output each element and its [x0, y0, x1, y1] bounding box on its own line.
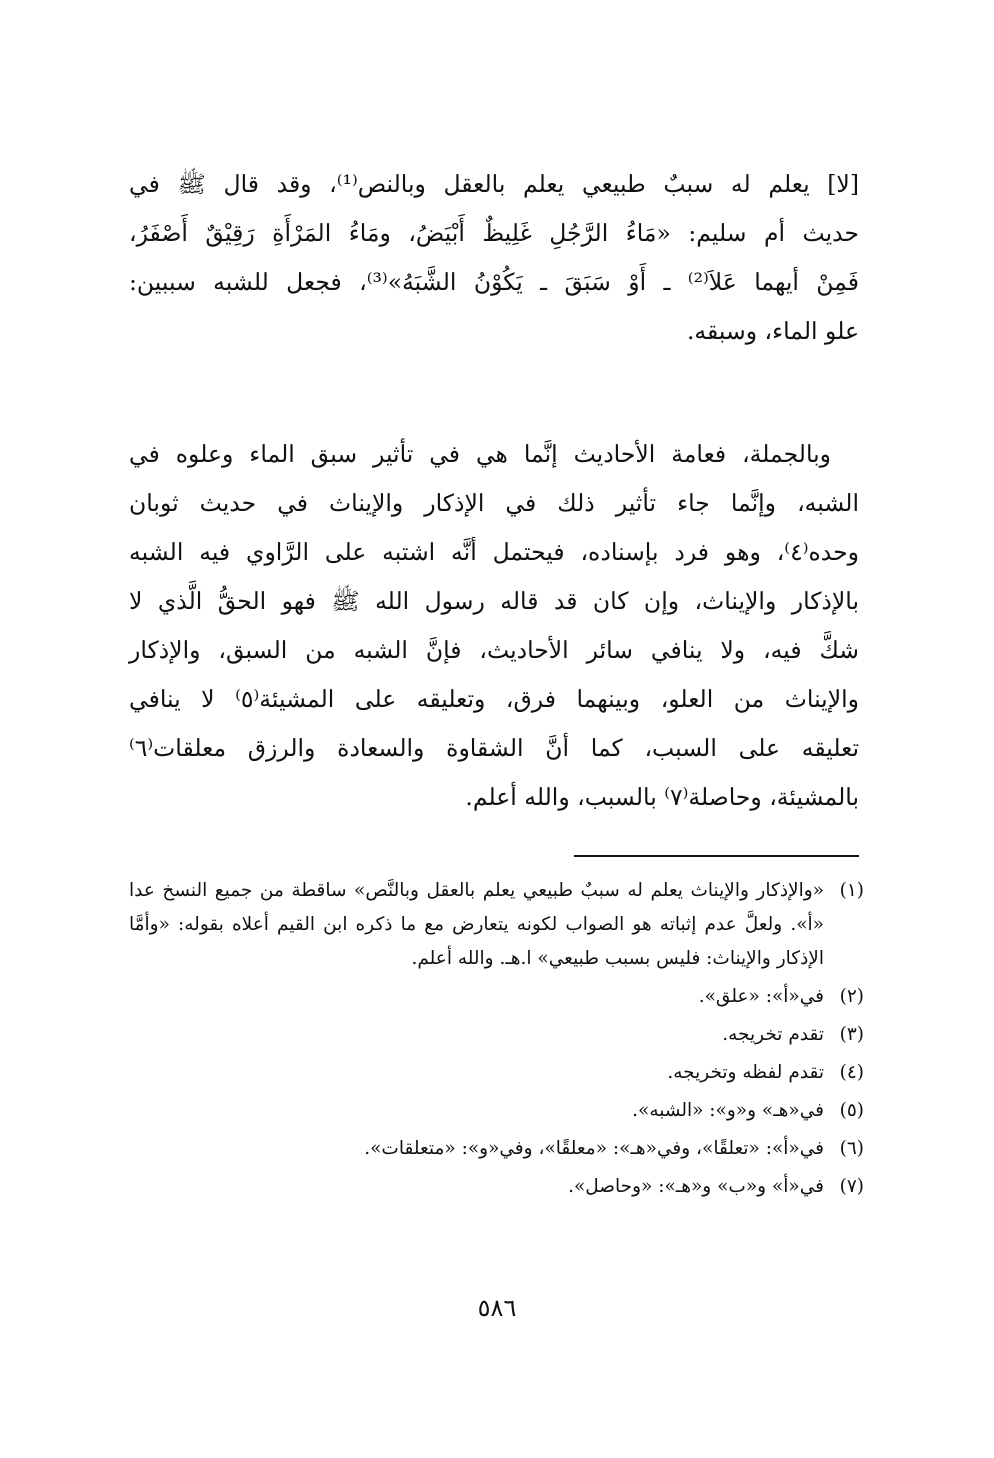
- footnote-text: في«أ»: «تعلقًا»، وفي«هـ»: «معلقًا»، وفي«و»: «متعلقات».: [364, 1138, 824, 1159]
- paragraph-2-line: والإيناث من العلو، وبينهما فرق، وتعليقه على المشيئة⁽٥⁾ لا ينافي: [129, 685, 859, 713]
- footnote-4: [129, 1056, 864, 1090]
- footnote-text: في«أ»: «علق».: [698, 986, 824, 1007]
- footnote-number: (٤): [839, 1062, 864, 1083]
- footnote-text: في«أ» و«ب» و«هـ»: «وحاصل».: [568, 1176, 824, 1197]
- footnote-text: تقدم لفظه وتخريجه.: [667, 1062, 824, 1083]
- paragraph-1-line: [لا] يعلم له سببٌ طبيعي يعلم بالعقل وبالنص⁽¹⁾، وقد قال ﷺ في: [129, 170, 859, 198]
- footnote-1: [129, 874, 864, 976]
- paragraph-1-line: علو الماء، وسبقه.: [686, 317, 859, 345]
- paragraph-1-line: فَمِنْ أيهما عَلاَ⁽²⁾ ـ أَوْ سَبَقَ ـ يَكُوْنُ الشَّبَهُ»⁽³⁾، فجعل للشبه سببين:: [129, 268, 860, 296]
- footnote-2: [129, 980, 864, 1014]
- footnote-number: (٦): [839, 1138, 864, 1159]
- footnote-number: (٧): [839, 1176, 864, 1197]
- paragraph-2-line: شكَّ فيه، ولا ينافي سائر الأحاديث، فإنَّ الشبه من السبق، والإذكار: [129, 636, 859, 664]
- paragraph-2-line: وبالجملة، فعامة الأحاديث إنَّما هي في تأثير سبق الماء وعلوه في: [129, 440, 831, 468]
- footnote-5: [129, 1094, 864, 1128]
- paragraph-2: [129, 430, 859, 822]
- footnote-text: «والإذكار والإيناث يعلم له سببٌ طبيعي يعلم بالعقل وبالنَّص» ساقطة من جميع النسخ عدا «أ». ولعلَّ عدم إثباته هو الصواب لكونه يتعارض مع ما ذكره ابن القيم أعلاه بقوله: «وأمَّا الإذكار والإيناث: فليس بسبب طبيعي» ا.هـ. والله أعلم.: [129, 880, 824, 969]
- footnote-text: تقدم تخريجه.: [722, 1024, 824, 1045]
- footnote-6: [129, 1132, 864, 1166]
- paragraph-1-line: حديث أم سليم: «مَاءُ الرَّجُلِ غَلِيظٌ أَبْيَضُ، ومَاءُ المَرْأَةِ رَقِيْقٌ أَصْفَرُ،: [129, 219, 859, 247]
- paragraph-2-line: الشبه، وإنَّما جاء تأثير ذلك في الإذكار والإيناث في حديث ثوبان: [129, 489, 859, 517]
- paragraph-2-line: بالمشيئة، وحاصلة⁽٧⁾ بالسبب، والله أعلم.: [465, 783, 859, 811]
- footnote-number: (٣): [839, 1024, 864, 1045]
- footnote-3: [129, 1018, 864, 1052]
- paragraph-2-line: تعليقه على السبب، كما أنَّ الشقاوة والسعادة والرزق معلقات⁽٦⁾: [129, 734, 859, 762]
- footnote-number: (٥): [839, 1100, 864, 1121]
- footnote-text: في«هـ» و«و»: «الشبه».: [632, 1100, 824, 1121]
- paragraph-1: [129, 160, 859, 356]
- paragraph-2-line: بالإذكار والإيناث، وإن كان قد قاله رسول الله ﷺ فهو الحقُّ الَّذي لا: [129, 587, 859, 615]
- footnote-number: (٢): [839, 986, 864, 1007]
- footnote-7: [129, 1170, 864, 1204]
- paragraph-2-line: وحده⁽٤⁾، وهو فرد بإسناده، فيحتمل أنَّه اشتبه على الرَّاوي فيه الشبه: [129, 538, 859, 566]
- footnote-separator: [574, 855, 859, 857]
- page-number: ٥٨٦: [477, 1294, 517, 1322]
- footnote-number: (١): [839, 880, 864, 901]
- footnotes: [129, 874, 864, 1208]
